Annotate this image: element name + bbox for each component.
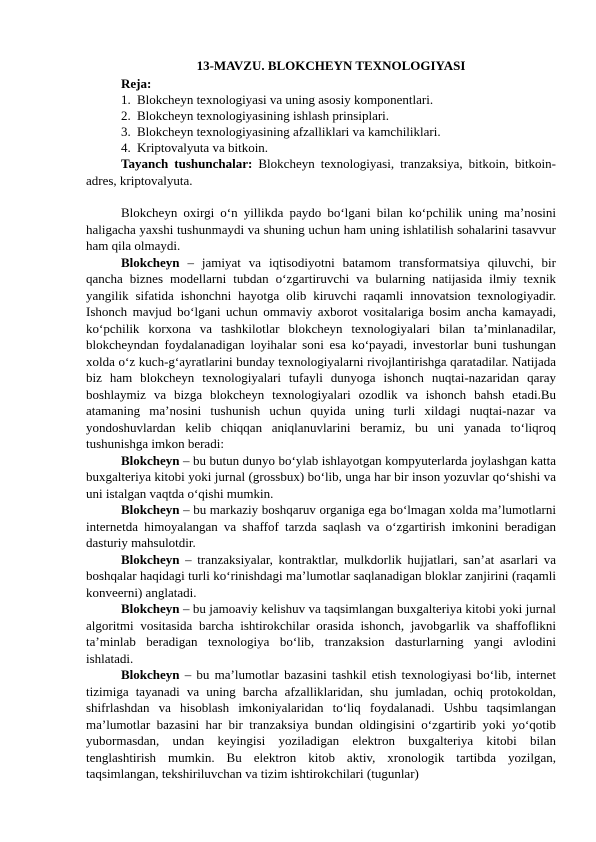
plan-item-number: 2. [121,108,131,123]
plan-list [86,92,556,156]
definition-term: Blokcheyn [121,601,180,616]
definition-text: – jamiyat va iqtisodiyotni batamom transformatsiya qiluvchi, bir qancha biznes modellarni tubdan o‘zgartiruvchi va bularning natijasida ilmiy texnik yangilik sifatida ishonchni hayotga olib kiruvchi raqamli innovatsion texnologiyadir. Ishonch mavjud bo‘lgani uchun ommaviy axborot vositalariga bosim ancha kamayadi, ko‘pchilik korxona va tashkilotlar blokcheyn texnologiyalari bilan ta’minlanadilar, blokcheyndan foydalanadigan loyihalar soni esa ko‘payadi, investorlar buni tushungan xolda o‘z kuch-g‘ayratlarini bunday texnologiyalarni rivojlantirishga qaratadilar. Natijada biz ham blokcheyn texnologiyalari tufayli dunyoga ishonch nuqtai-nazaridan qaray boshlaymiz va bizga blokcheyn texnologiyalari ozodlik va ishonch bahsh etadi.Bu atamaning ma’nosini tushunish uchun quyida uning turli xildagi nuqtai-nazar va yondoshuvlardan kelib chiqqan aniqlanuvlarini beramiz, bu uni yanada to‘liqroq tushunishga imkon beradi: [86,254,556,451]
definition-paragraph [86,255,556,453]
definition-paragraph [86,667,556,783]
plan-item-number: 4. [121,140,131,155]
key-terms-label: Tayanch tushunchalar: [121,156,253,171]
plan-item-text: Blokcheyn texnologiyasi va uning asosiy komponentlari. [137,92,434,107]
plan-item [121,108,556,124]
definition-term: Blokcheyn [121,452,180,468]
key-terms-text: Blokcheyn texnologiyasi, tranzaksiya, bitkoin, bitkoin-adres, kriptovalyuta. [86,156,557,188]
intro-paragraph: Blokcheyn oxirgi o‘n yillikda paydo bo‘lgani bilan ko‘pchilik uning ma’nosini haligacha yaxshi tushunmaydi va shuning uchun ham uning ishlatilish sohalarini tasavvur ham qila olmaydi. [86,205,556,253]
plan-item-text: Kriptovalyuta va bitkoin. [137,140,269,155]
definition-text: – bu ma’lumotlar bazasini tashkil etish texnologiyasi bo‘lib, internet tizimiga tayanadi va uning barcha afzalliklaridan, shu jumladan, ochiq protokoldan, shifrlashdan va hisoblash imkoniyalaridan to‘liq foydalanadi. Ushbu taqsimlangan ma’lumotlar bazasini har bir tranzaksiya bundan oldingisini o‘zgartirib yoki yo‘qotib yubormasdan, undan keyingisi yoziladigan elektron buxgalteriya kitobi bilan tenglashtirish mumkin. Bu elektron kitob aktiv, xronologik tartibda yozilgan, taqsimlangan, tekshiriluvchan va tizim ishtirokchilari (tugunlar) [86,667,556,781]
definition-text: – bu butun dunyo bo‘ylab ishlayotgan kompyuterlarda joylashgan katta buxgalteriya kitobi yoki jurnal (grossbux) bo‘lib, unga har bir inson yozuvlar qo‘shishi va uni istalgan vaqtda o‘qishi mumkin. [86,452,556,501]
definition-paragraph [86,453,556,503]
definition-paragraph [86,601,556,667]
definition-text: – bu jamoaviy kelishuv va taqsimlangan buxgalteriya kitobi yoki jurnal algoritmi vositasida barcha ishtirokchilar orasida ishonch, javobgarlik va shaffoflikni ta’minlab beradigan texnologiya bo‘lib, tranzaksion dasturlarning yangi avlodini ishlatadi. [86,601,556,666]
plan-item-number: 1. [121,92,131,107]
definition-paragraph [86,552,556,602]
definition-text: – bu markaziy boshqaruv organiga ega bo‘lmagan xolda ma’lumotlarni internetda himoyalangan va shaffof tarzda saqlash va o‘zgartirish imkonini beradigan dasturiy mahsulotdir. [86,502,556,550]
definition-text: – tranzaksiyalar, kontraktlar, mulkdorlik hujjatlari, san’at asarlari va boshqalar haqidagi turli ko‘rinishdagi ma’lumotlar saqlanadigan bloklar zanjirini (raqamli konveerni) anglatadi. [86,551,556,600]
definition-term: Blokcheyn [121,551,180,567]
definition-term: Blokcheyn [121,254,180,270]
key-terms-paragraph [86,156,556,189]
plan-item-text: Blokcheyn texnologiyasining ishlash prinsiplari. [137,108,390,123]
paragraph-gap [86,189,556,205]
plan-item [121,92,556,108]
page-title: 13-MAVZU. BLOKCHEYN TEXNOLOGIYASI [196,58,466,73]
definition-term: Blokcheyn [121,502,180,517]
plan-heading: Reja: [121,76,152,91]
plan-item [121,140,556,156]
definition-term: Blokcheyn [121,667,180,682]
definition-paragraph [86,502,556,552]
plan-item-text: Blokcheyn texnologiyasining afzalliklari va kamchiliklari. [137,124,441,139]
plan-item-number: 3. [121,124,131,139]
plan-item [121,124,556,140]
